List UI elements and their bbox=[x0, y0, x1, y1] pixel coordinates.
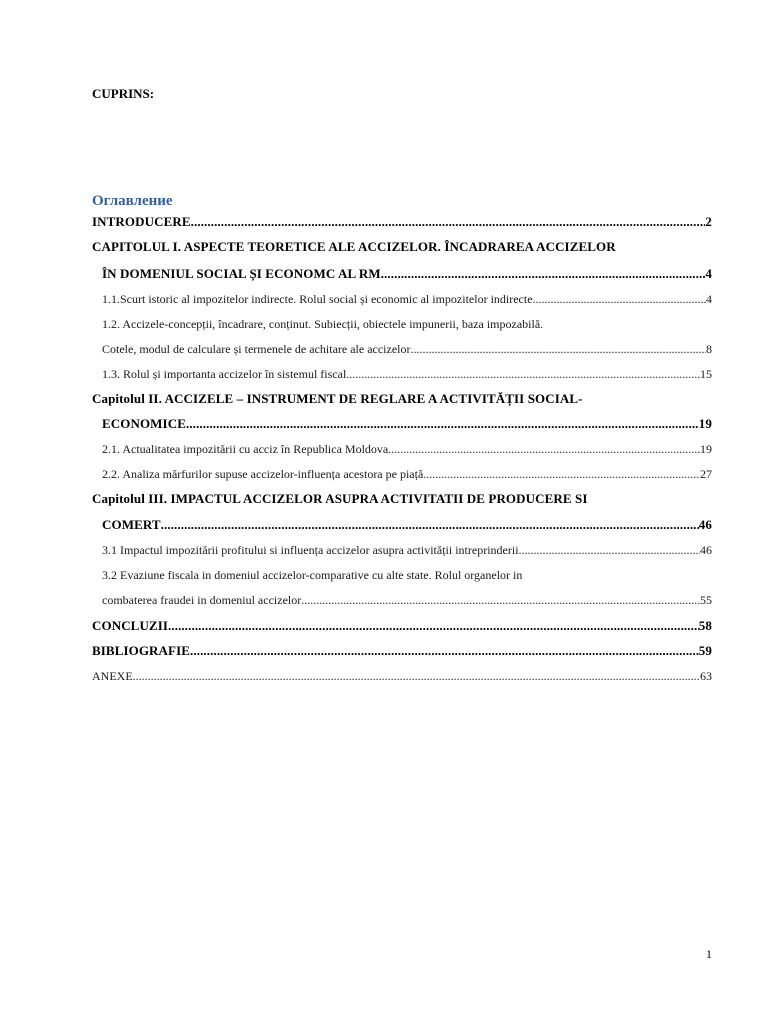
leader-dots bbox=[191, 213, 706, 231]
leader-dots bbox=[411, 340, 707, 358]
leader-dots bbox=[346, 365, 700, 383]
toc-page-number: 59 bbox=[698, 643, 712, 658]
toc-entry-title: 2.1. Actualitatea impozitării cu acciz în Republica Moldova bbox=[102, 442, 389, 456]
toc-entry-1-2-line1[interactable]: 1.2. Accizele-concepții, încadrare, conținut. Subiecții, obiectele impunerii, baza impozabilă. bbox=[102, 317, 544, 331]
toc-heading: Оглавление bbox=[92, 193, 173, 209]
toc-entry-anexe[interactable] bbox=[92, 667, 712, 685]
toc-entry-title: COMERT bbox=[102, 517, 161, 532]
toc-entry-2-2[interactable] bbox=[102, 465, 712, 483]
toc-entry-title: INTRODUCERE bbox=[92, 214, 191, 229]
toc-entry-title: ANEXE bbox=[92, 669, 133, 683]
toc-entry-concluzii[interactable] bbox=[92, 617, 712, 635]
toc-page-number: 46 bbox=[700, 543, 712, 557]
toc-entry-cap1-line1[interactable]: CAPITOLUL I. ASPECTE TEORETICE ALE ACCIZELOR. ÎNCADRAREA ACCIZELOR bbox=[92, 239, 616, 254]
toc-page-number: 4 bbox=[706, 292, 712, 306]
toc-entry-bibliografie[interactable] bbox=[92, 642, 712, 660]
toc-entry-title: BIBLIOGRAFIE bbox=[92, 643, 191, 658]
toc-entry-1-3[interactable] bbox=[102, 365, 712, 383]
toc-entry-2-1[interactable] bbox=[102, 440, 712, 458]
toc-entry-title: 3.1 Impactul impozitării profitului si influența accizelor asupra activității intreprinderii bbox=[102, 543, 519, 557]
toc-entry-title: Cotele, modul de calculare și termenele de achitare ale accizelor bbox=[102, 342, 411, 356]
toc-page-number: 55 bbox=[700, 593, 712, 607]
leader-dots bbox=[423, 465, 700, 483]
toc-entry-cap3-line1[interactable]: Capitolul III. IMPACTUL ACCIZELOR ASUPRA ACTIVITATII DE PRODUCERE SI bbox=[92, 491, 588, 506]
toc-page-number: 2 bbox=[705, 214, 712, 229]
leader-dots bbox=[301, 591, 700, 609]
leader-dots bbox=[186, 415, 699, 433]
toc-entry-3-1[interactable] bbox=[102, 541, 712, 559]
toc-entry-introducere[interactable] bbox=[92, 213, 712, 231]
toc-page-number: 8 bbox=[706, 342, 712, 356]
toc-entry-title: 2.2. Analiza mărfurilor supuse accizelor-influența acestora pe piață bbox=[102, 467, 424, 481]
leader-dots bbox=[388, 440, 700, 458]
toc-page-number: 15 bbox=[700, 367, 712, 381]
page-number: 1 bbox=[706, 947, 712, 961]
leader-dots bbox=[168, 617, 699, 635]
leader-dots bbox=[190, 642, 699, 660]
leader-dots bbox=[519, 541, 700, 559]
toc-entry-title: ECONOMICE bbox=[102, 416, 186, 431]
toc-entry-cap3[interactable] bbox=[102, 516, 712, 534]
toc-page-number: 19 bbox=[700, 442, 712, 456]
toc-page-number: 58 bbox=[698, 618, 712, 633]
toc-entry-cap2[interactable] bbox=[102, 415, 712, 433]
toc-entry-1-2[interactable] bbox=[102, 340, 712, 358]
toc-page-number: 63 bbox=[700, 669, 712, 683]
toc-page-number: 4 bbox=[705, 266, 712, 281]
toc-entry-3-2[interactable] bbox=[102, 591, 712, 609]
toc-page-number: 27 bbox=[700, 467, 712, 481]
toc-entry-title: ÎN DOMENIUL SOCIAL ȘI ECONOMC AL RM bbox=[102, 266, 381, 281]
leader-dots bbox=[533, 290, 706, 308]
toc-entry-title: 1.3. Rolul și importanta accizelor în sistemul fiscal bbox=[102, 367, 347, 381]
toc-page-number: 19 bbox=[698, 416, 712, 431]
toc-entry-title: 1.1.Scurt istoric al impozitelor indirecte. Rolul social și economic al impozitelor indirecte bbox=[102, 292, 533, 306]
toc-entry-1-1[interactable] bbox=[102, 290, 712, 308]
leader-dots bbox=[133, 667, 700, 685]
toc-entry-title: combaterea fraudei in domeniul accizelor bbox=[102, 593, 302, 607]
toc-entry-cap1[interactable] bbox=[102, 265, 712, 283]
toc-entry-cap2-line1[interactable]: Capitolul II. ACCIZELE – INSTRUMENT DE REGLARE A ACTIVITĂȚII SOCIAL- bbox=[92, 391, 583, 406]
toc-entry-3-2-line1[interactable]: 3.2 Evaziune fiscala in domeniul accizelor-comparative cu alte state. Rolul organelor in bbox=[102, 568, 523, 582]
leader-dots bbox=[381, 265, 706, 283]
toc-entry-title: CONCLUZII bbox=[92, 618, 169, 633]
leader-dots bbox=[161, 516, 699, 534]
cuprins-label: CUPRINS: bbox=[92, 86, 155, 101]
toc-page-number: 46 bbox=[698, 517, 712, 532]
